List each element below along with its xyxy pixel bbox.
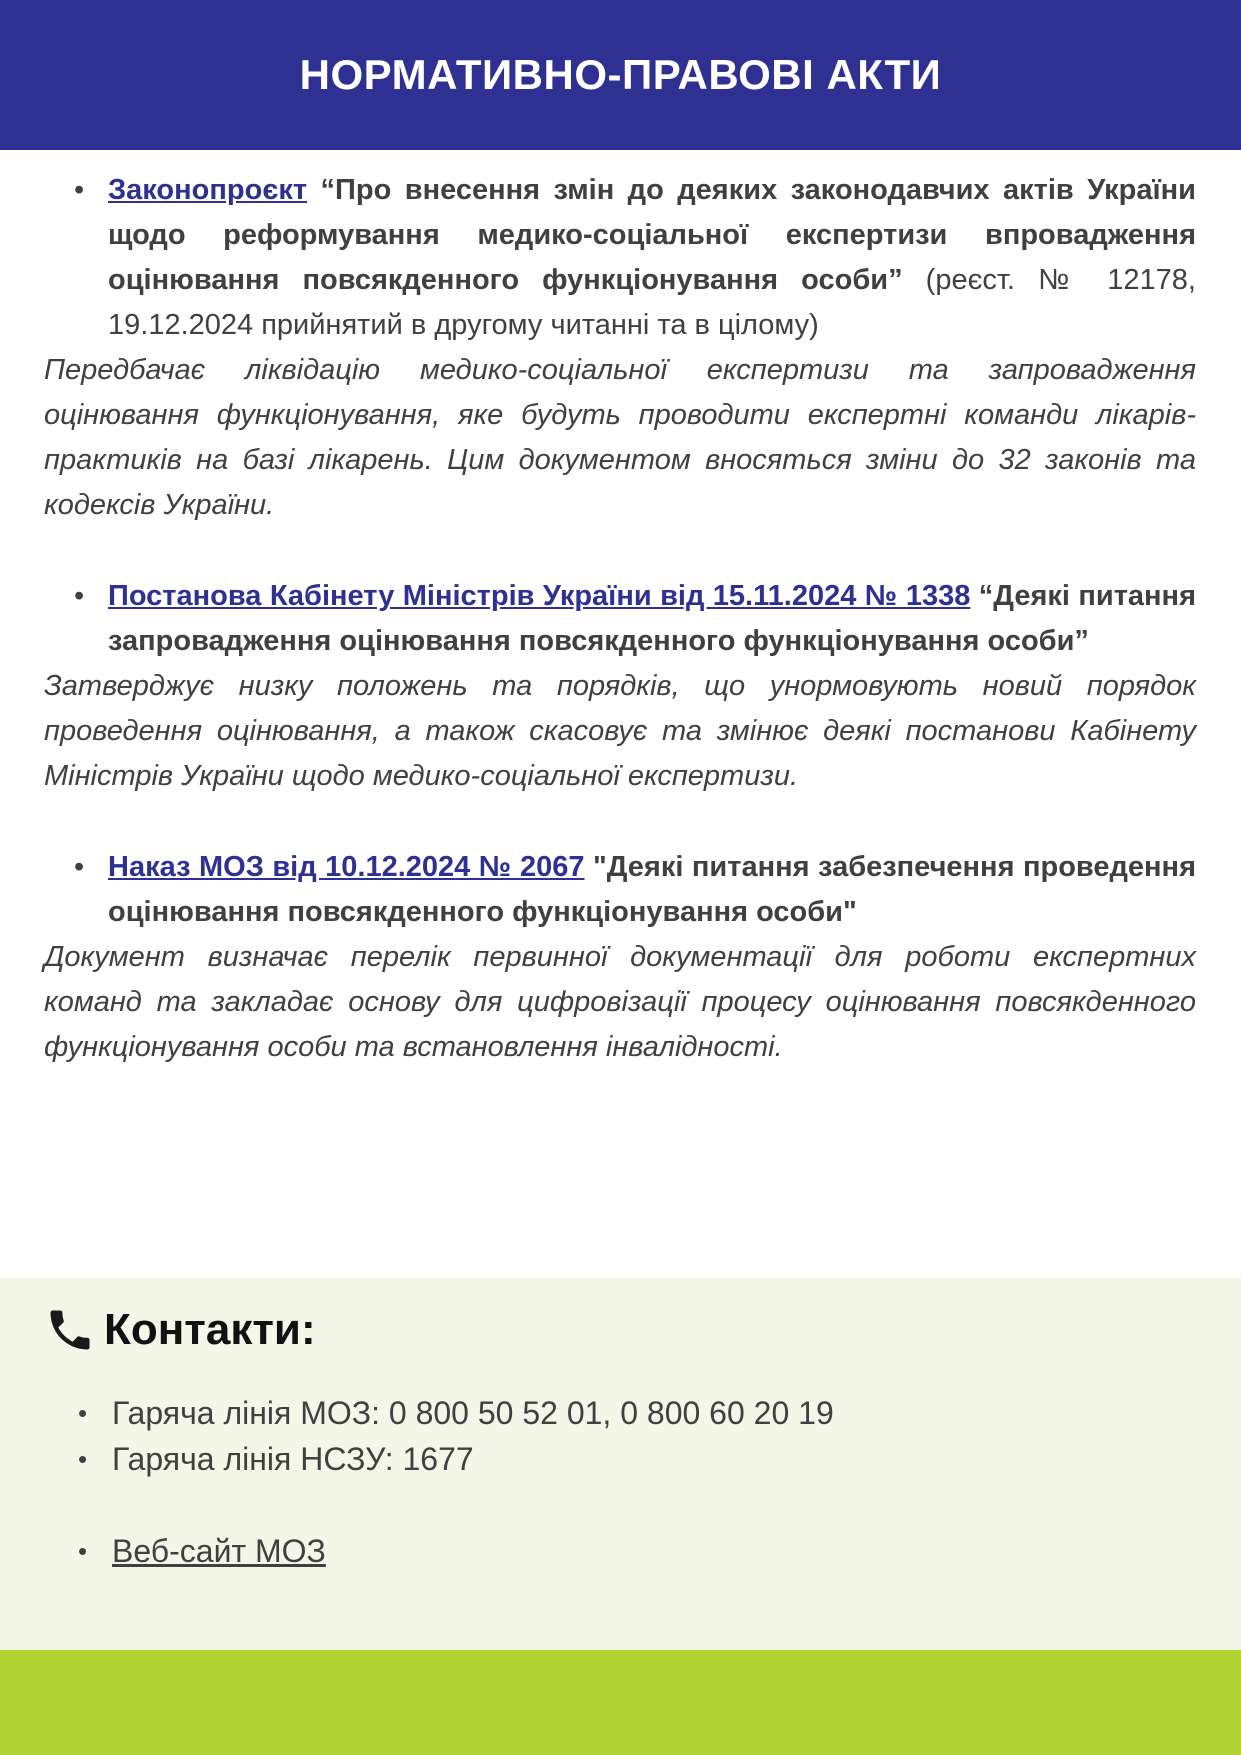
act-title: "Деякі питання забезпечення проведення оцінювання повсякденного функціонування особи" <box>108 851 1196 928</box>
act-title: “Деякі питання запровадження оцінювання повсякденного функціонування особи” <box>108 580 1196 657</box>
page-title: НОРМАТИВНО-ПРАВОВІ АКТИ <box>299 51 942 98</box>
act-note: (реєст. № 12178, 19.12.2024 прийнятий в другому читанні та в цілому) <box>108 264 1196 341</box>
act-description: Передбачає ліквідацію медико-соціальної експертизи та запровадження оцінювання функціонування, яке будуть проводити експертні команди лікарів-практиків на базі лікарень. Цим документом вносяться зміни до 32 законів та кодексів України. <box>44 354 1196 521</box>
contacts-title: Контакти: <box>104 1305 316 1354</box>
act-link-resolution[interactable]: Постанова Кабінету Міністрів України від 15.11.2024 № 1338 <box>108 580 971 612</box>
website-link[interactable]: Веб-сайт МОЗ <box>112 1533 326 1569</box>
acts-section <box>44 168 1196 1070</box>
page-header <box>0 0 1241 150</box>
footer-bar <box>0 1650 1241 1755</box>
phone-icon <box>44 1304 96 1356</box>
act-link-order[interactable]: Наказ МОЗ від 10.12.2024 № 2067 <box>108 851 585 883</box>
contact-hotline-moz: • Гаряча лінія МОЗ: 0 800 50 52 01, 0 800 60 20 19 <box>76 1390 834 1436</box>
contact-list <box>76 1390 834 1574</box>
act-link-bill[interactable]: Законопроєкт <box>108 174 308 206</box>
act-block-bill <box>44 168 1196 528</box>
act-block-order <box>44 845 1196 1070</box>
contact-hotline-nszu: • Гаряча лінія НСЗУ: 1677 <box>76 1436 834 1482</box>
contacts-heading <box>44 1304 316 1356</box>
act-heading <box>44 845 1196 935</box>
act-description: Документ визначає перелік первинної документації для роботи експертних команд та закладає основу для цифровізації процесу оцінювання повсякденного функціонування особи та встановлення інвалідності. <box>44 941 1196 1063</box>
contacts-section <box>0 1278 1241 1650</box>
act-heading <box>44 574 1196 664</box>
act-block-resolution <box>44 574 1196 799</box>
act-description: Затверджує низку положень та порядків, що унормовують новий порядок проведення оцінювання, а також скасовує та змінює деякі постанови Кабінету Міністрів України щодо медико-соціальної експертизи. <box>44 670 1196 792</box>
act-title: “Про внесення змін до деяких законодавчих актів України щодо реформування медико-соціальної експертизи впровадження оцінювання повсякденного функціонування особи” <box>108 174 1196 296</box>
contact-website-item <box>76 1528 834 1574</box>
act-heading <box>44 168 1196 348</box>
